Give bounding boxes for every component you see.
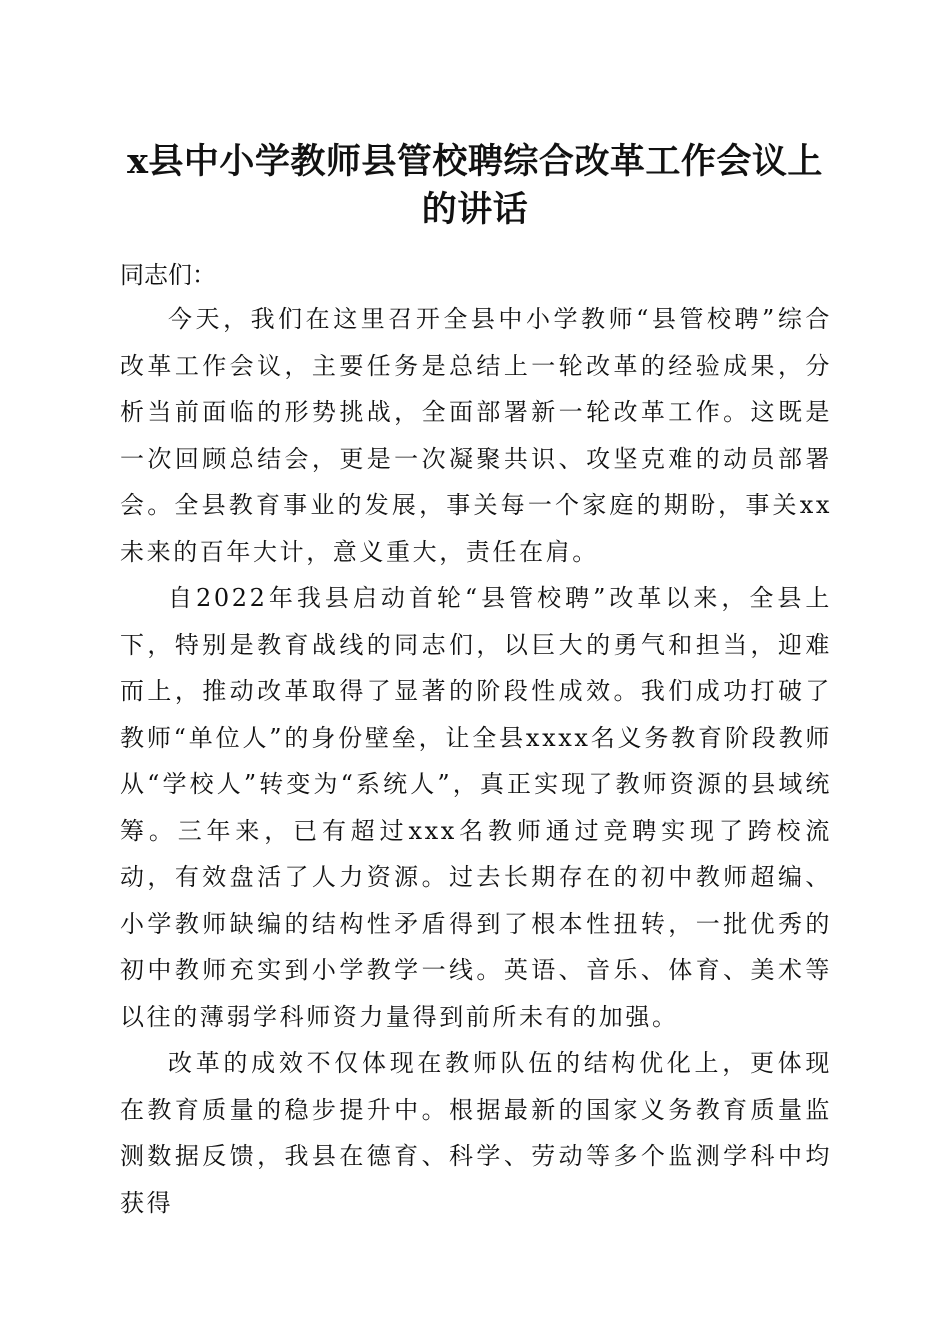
salutation: 同志们：: [120, 261, 216, 289]
document-body: [120, 254, 832, 1226]
paragraph-2: 自2022年我县启动首轮“县管校聘”改革以来，全县上下，特别是教育战线的同志们，以巨大的勇气和担当，迎难而上，推动改革取得了显著的阶段性成效。我们成功打破了教师“单位人”的身份壁垒，让全县xxxx名义务教育阶段教师从“学校人”转变为“系统人”，真正实现了教师资源的县域统筹。三年来，已有超过xxx名教师通过竞聘实现了跨校流动，有效盘活了人力资源。过去长期存在的初中教师超编、小学教师缺编的结构性矛盾得到了根本性扭转，一批优秀的初中教师充实到小学教学一线。英语、音乐、体育、美术等以往的薄弱学科师资力量得到前所未有的加强。: [120, 584, 832, 1031]
paragraph-3: 改革的成效不仅体现在教师队伍的结构优化上，更体现在教育质量的稳步提升中。根据最新的国家义务教育质量监测数据反馈，我县在德育、科学、劳动等多个监测学科中均获得: [120, 1049, 832, 1217]
paragraph-1: 今天，我们在这里召开全县中小学教师“县管校聘”综合改革工作会议，主要任务是总结上一轮改革的经验成果，分析当前面临的形势挑战，全面部署新一轮改革工作。这既是一次回顾总结会，更是一次凝聚共识、攻坚克难的动员部署会。全县教育事业的发展，事关每一个家庭的期盼，事关xx未来的百年大计，意义重大，责任在肩。: [120, 305, 832, 566]
document-title: x县中小学教师县管校聘综合改革工作会议上的讲话: [127, 141, 823, 230]
